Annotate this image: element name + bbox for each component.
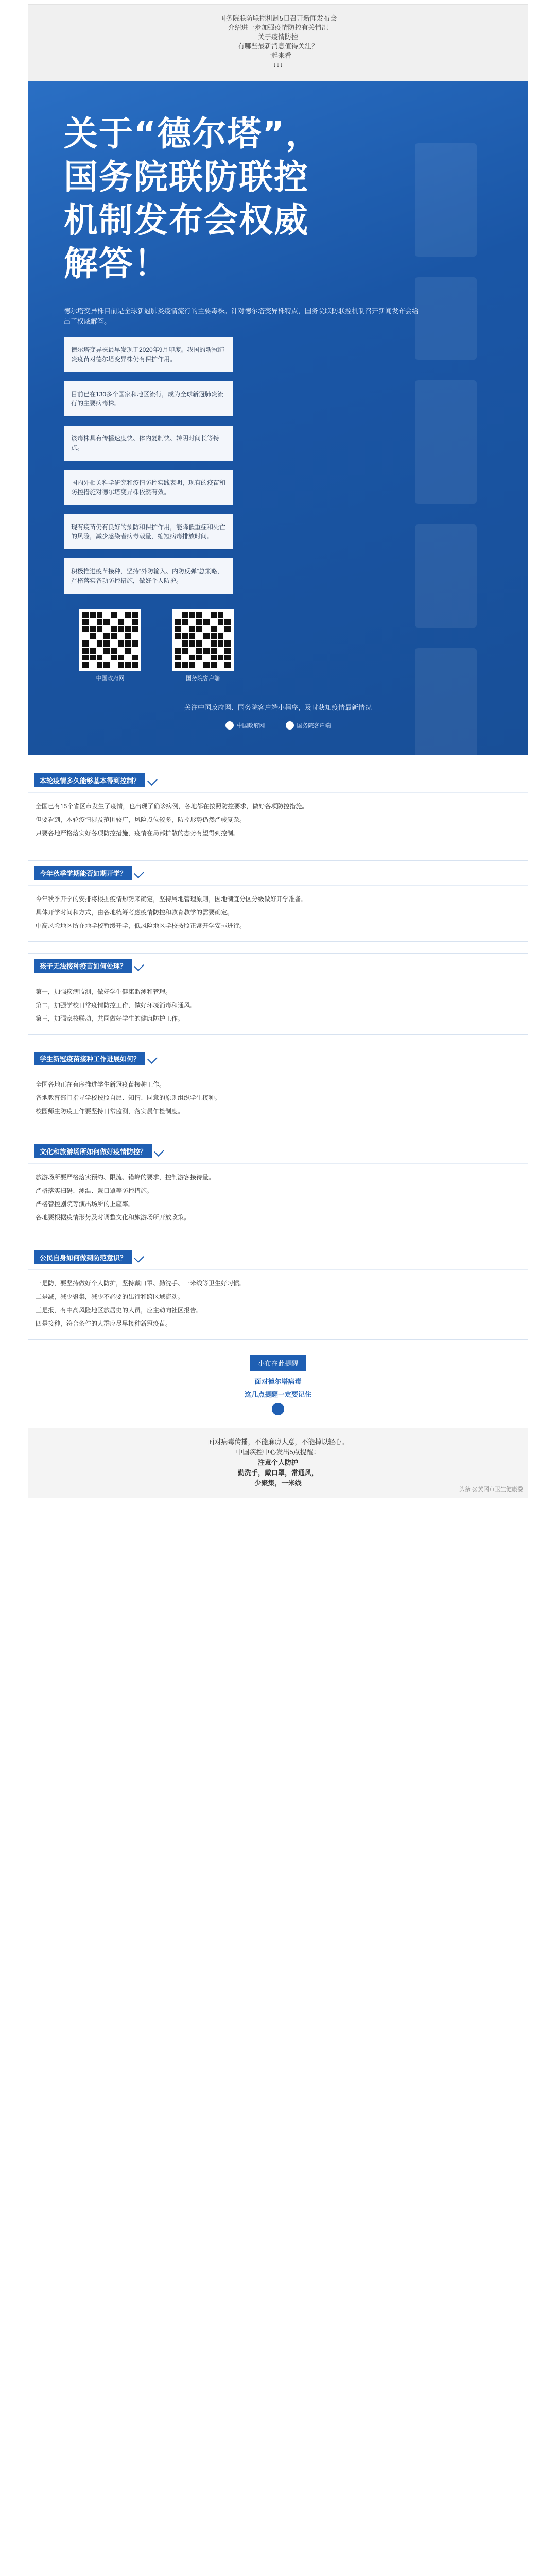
qa-body	[28, 1071, 528, 1127]
gov-logo	[225, 721, 265, 730]
summary-line: 这几点提醒一定要记住	[244, 1391, 311, 1398]
qa-question: 公民自身如何做到防范意识？	[34, 1250, 132, 1264]
check-icon	[147, 775, 158, 786]
footer-line: 少聚集，一米线	[254, 1479, 302, 1487]
qa-body	[28, 1164, 528, 1233]
footer-line: 注意个人防护	[257, 1459, 298, 1466]
qa-header	[28, 861, 528, 886]
info-card: 现有疫苗仍有良好的预防和保护作用，能降低重症和死亡的风险，减少感染者病毒载量，缩短病毒排放时间。	[64, 514, 233, 549]
intro-line: 关于疫情防控	[257, 33, 298, 41]
summary-line: 小布在此提醒	[250, 1355, 306, 1371]
qa-paragraph: 全国已有15个省区市发生了疫情，也出现了确诊病例，各地都在按照防控要求，做好各项防控措施。	[36, 803, 308, 810]
qa-paragraph: 一是防，要坚持做好个人防护，坚持戴口罩、勤洗手、一米线等卫生好习惯。	[36, 1280, 246, 1287]
summary-logo-icon	[272, 1403, 284, 1415]
qa-question: 本轮疫情多久能够基本得到控制？	[34, 773, 145, 787]
watermark: 头条 @黄冈市卫生健康委	[459, 1486, 523, 1493]
qa-question: 今年秋季学期能否如期开学？	[34, 866, 132, 880]
qa-body	[28, 793, 528, 849]
qa-paragraph: 全国各地正在有序推进学生新冠疫苗接种工作。	[36, 1081, 166, 1088]
qa-box	[28, 860, 528, 942]
qa-box	[28, 1139, 528, 1233]
qa-paragraph: 二是减，减少聚集，减少不必要的出行和跨区域流动。	[36, 1293, 184, 1300]
info-card: 积极推进疫苗接种，坚持“外防输入、内防反弹”总策略，严格落实各项防控措施，做好个人防护。	[64, 558, 233, 594]
info-card: 目前已在130多个国家和地区流行，成为全球新冠肺炎流行的主要病毒株。	[64, 381, 233, 416]
check-icon	[134, 961, 144, 971]
intro-line: 一起来看	[264, 52, 291, 59]
qa-question: 学生新冠疫苗接种工作进展如何？	[34, 1052, 145, 1065]
qa-box	[28, 1046, 528, 1127]
logo-label: 国务院客户端	[297, 723, 331, 729]
qa-header	[28, 1139, 528, 1164]
qa-paragraph: 中高风险地区所在地学校暂缓开学，低风险地区学校按照正常开学安排进行。	[36, 922, 246, 929]
summary	[0, 1353, 556, 1415]
qa-body	[28, 1270, 528, 1339]
headline-line: 关于“德尔塔”，	[64, 114, 321, 154]
qa-header	[28, 1245, 528, 1270]
qa-box	[28, 953, 528, 1035]
qa-box	[28, 768, 528, 849]
summary-line: 面对德尔塔病毒	[254, 1378, 302, 1385]
poster	[28, 81, 528, 755]
headline-line: 机制发布会权威	[64, 200, 309, 240]
info-card: 德尔塔变异株最早发现于2020年9月印度。我国的新冠肺炎疫苗对德尔塔变异株仍有保护作用。	[64, 337, 233, 372]
check-icon	[134, 1252, 144, 1263]
qr-code-client[interactable]	[172, 609, 234, 682]
check-icon	[147, 1054, 158, 1064]
qa-question: 文化和旅游场所如何做好疫情防控？	[34, 1144, 152, 1158]
qa-paragraph: 旅游场所要严格落实预约、限流、错峰的要求，控制游客接待量。	[36, 1174, 215, 1181]
qa-paragraph: 第三，加强家校联动，共同做好学生的健康防护工作。	[36, 1015, 184, 1022]
qa-paragraph: 校园师生防疫工作要坚持日常监测，落实晨午检制度。	[36, 1108, 184, 1115]
qr-code-gov[interactable]	[79, 609, 141, 682]
qa-paragraph: 各地要根据疫情形势及时调整文化和旅游场所开放政策。	[36, 1214, 190, 1221]
check-icon	[154, 1146, 164, 1157]
qa-paragraph: 四是接种，符合条件的人群应尽早接种新冠疫苗。	[36, 1320, 172, 1327]
qa-paragraph: 具体开学时间和方式，由各地统筹考虑疫情防控和教育教学的需要确定。	[36, 909, 234, 916]
qa-header	[28, 954, 528, 978]
poster-ornament	[415, 143, 497, 772]
info-card: 该毒株具有传播速度快、体内复制快、转阴时间长等特点。	[64, 426, 233, 461]
logo-label: 中国政府网	[236, 723, 265, 729]
footer-line: 中国疾控中心发出5点提醒：	[236, 1448, 320, 1456]
client-logo	[286, 721, 331, 730]
intro-box	[28, 4, 528, 81]
headline-line: 国务院联防联控	[64, 157, 309, 197]
qr-caption: 国务院客户端	[186, 675, 220, 682]
qa-header	[28, 1046, 528, 1071]
footer-line: 面对病毒传播，不能麻痹大意，不能掉以轻心。	[207, 1438, 349, 1446]
gov-logo-icon	[225, 721, 234, 730]
qa-header	[28, 768, 528, 793]
qa-section	[28, 768, 528, 1340]
intro-arrow: ↓↓↓	[273, 61, 283, 69]
intro-line: 介绍进一步加强疫情防控有关情况	[228, 24, 328, 31]
qa-paragraph: 只要各地严格落实好各项防控措施，疫情在局部扩散的态势有望得到控制。	[36, 829, 240, 837]
info-card: 国内外相关科学研究和疫情防控实践表明，现有的疫苗和防控措施对德尔塔变异株依然有效。	[64, 470, 233, 505]
intro-line: 国务院联防联控机制5日召开新闻发布会	[219, 14, 337, 22]
intro-line: 有哪些最新消息值得关注？	[237, 42, 318, 50]
qr-icon	[79, 609, 141, 671]
qa-paragraph: 严格落实扫码、测温、戴口罩等防控措施。	[36, 1187, 153, 1194]
footer-line: 勤洗手，戴口罩，常通风，	[237, 1469, 318, 1477]
qa-paragraph: 三是报，有中高风险地区旅居史的人员，应主动向社区报告。	[36, 1307, 203, 1314]
poster-lead: 德尔塔变异株目前是全球新冠肺炎疫情流行的主要毒株。针对德尔塔变异株特点，国务院联防联控机制召开新闻发布会给出了权威解答。	[64, 307, 419, 325]
headline-line: 解答！	[64, 244, 169, 283]
footer-box	[28, 1428, 528, 1498]
qa-paragraph: 第二，加强学校日常疫情防控工作，做好环境消毒和通风。	[36, 1002, 197, 1009]
qa-paragraph: 今年秋季开学的安排将根据疫情形势来确定，坚持属地管理原则，因地制宜分区分级做好开学准备。	[36, 895, 308, 903]
qa-paragraph: 各地教育部门指导学校按照自愿、知情、同意的原则组织学生接种。	[36, 1094, 221, 1101]
qa-paragraph: 严格管控剧院等演出场所的上座率。	[36, 1200, 135, 1208]
qa-paragraph: 但要看到，本轮疫情涉及范围较广，风险点位较多，防控形势仍然严峻复杂。	[36, 816, 246, 823]
qa-body	[28, 886, 528, 941]
qa-body	[28, 978, 528, 1034]
qr-caption: 中国政府网	[96, 675, 125, 682]
qa-paragraph: 第一，加强疾病监测，做好学生健康监测和管理。	[36, 988, 172, 995]
qa-box	[28, 1245, 528, 1340]
qa-question: 孩子无法接种疫苗如何处理？	[34, 959, 132, 973]
qr-icon	[172, 609, 234, 671]
check-icon	[134, 868, 144, 878]
poster-bottom-note: 关注中国政府网、国务院客户端小程序，及时获知疫情最新情况	[184, 704, 372, 711]
client-logo-icon	[286, 721, 294, 730]
